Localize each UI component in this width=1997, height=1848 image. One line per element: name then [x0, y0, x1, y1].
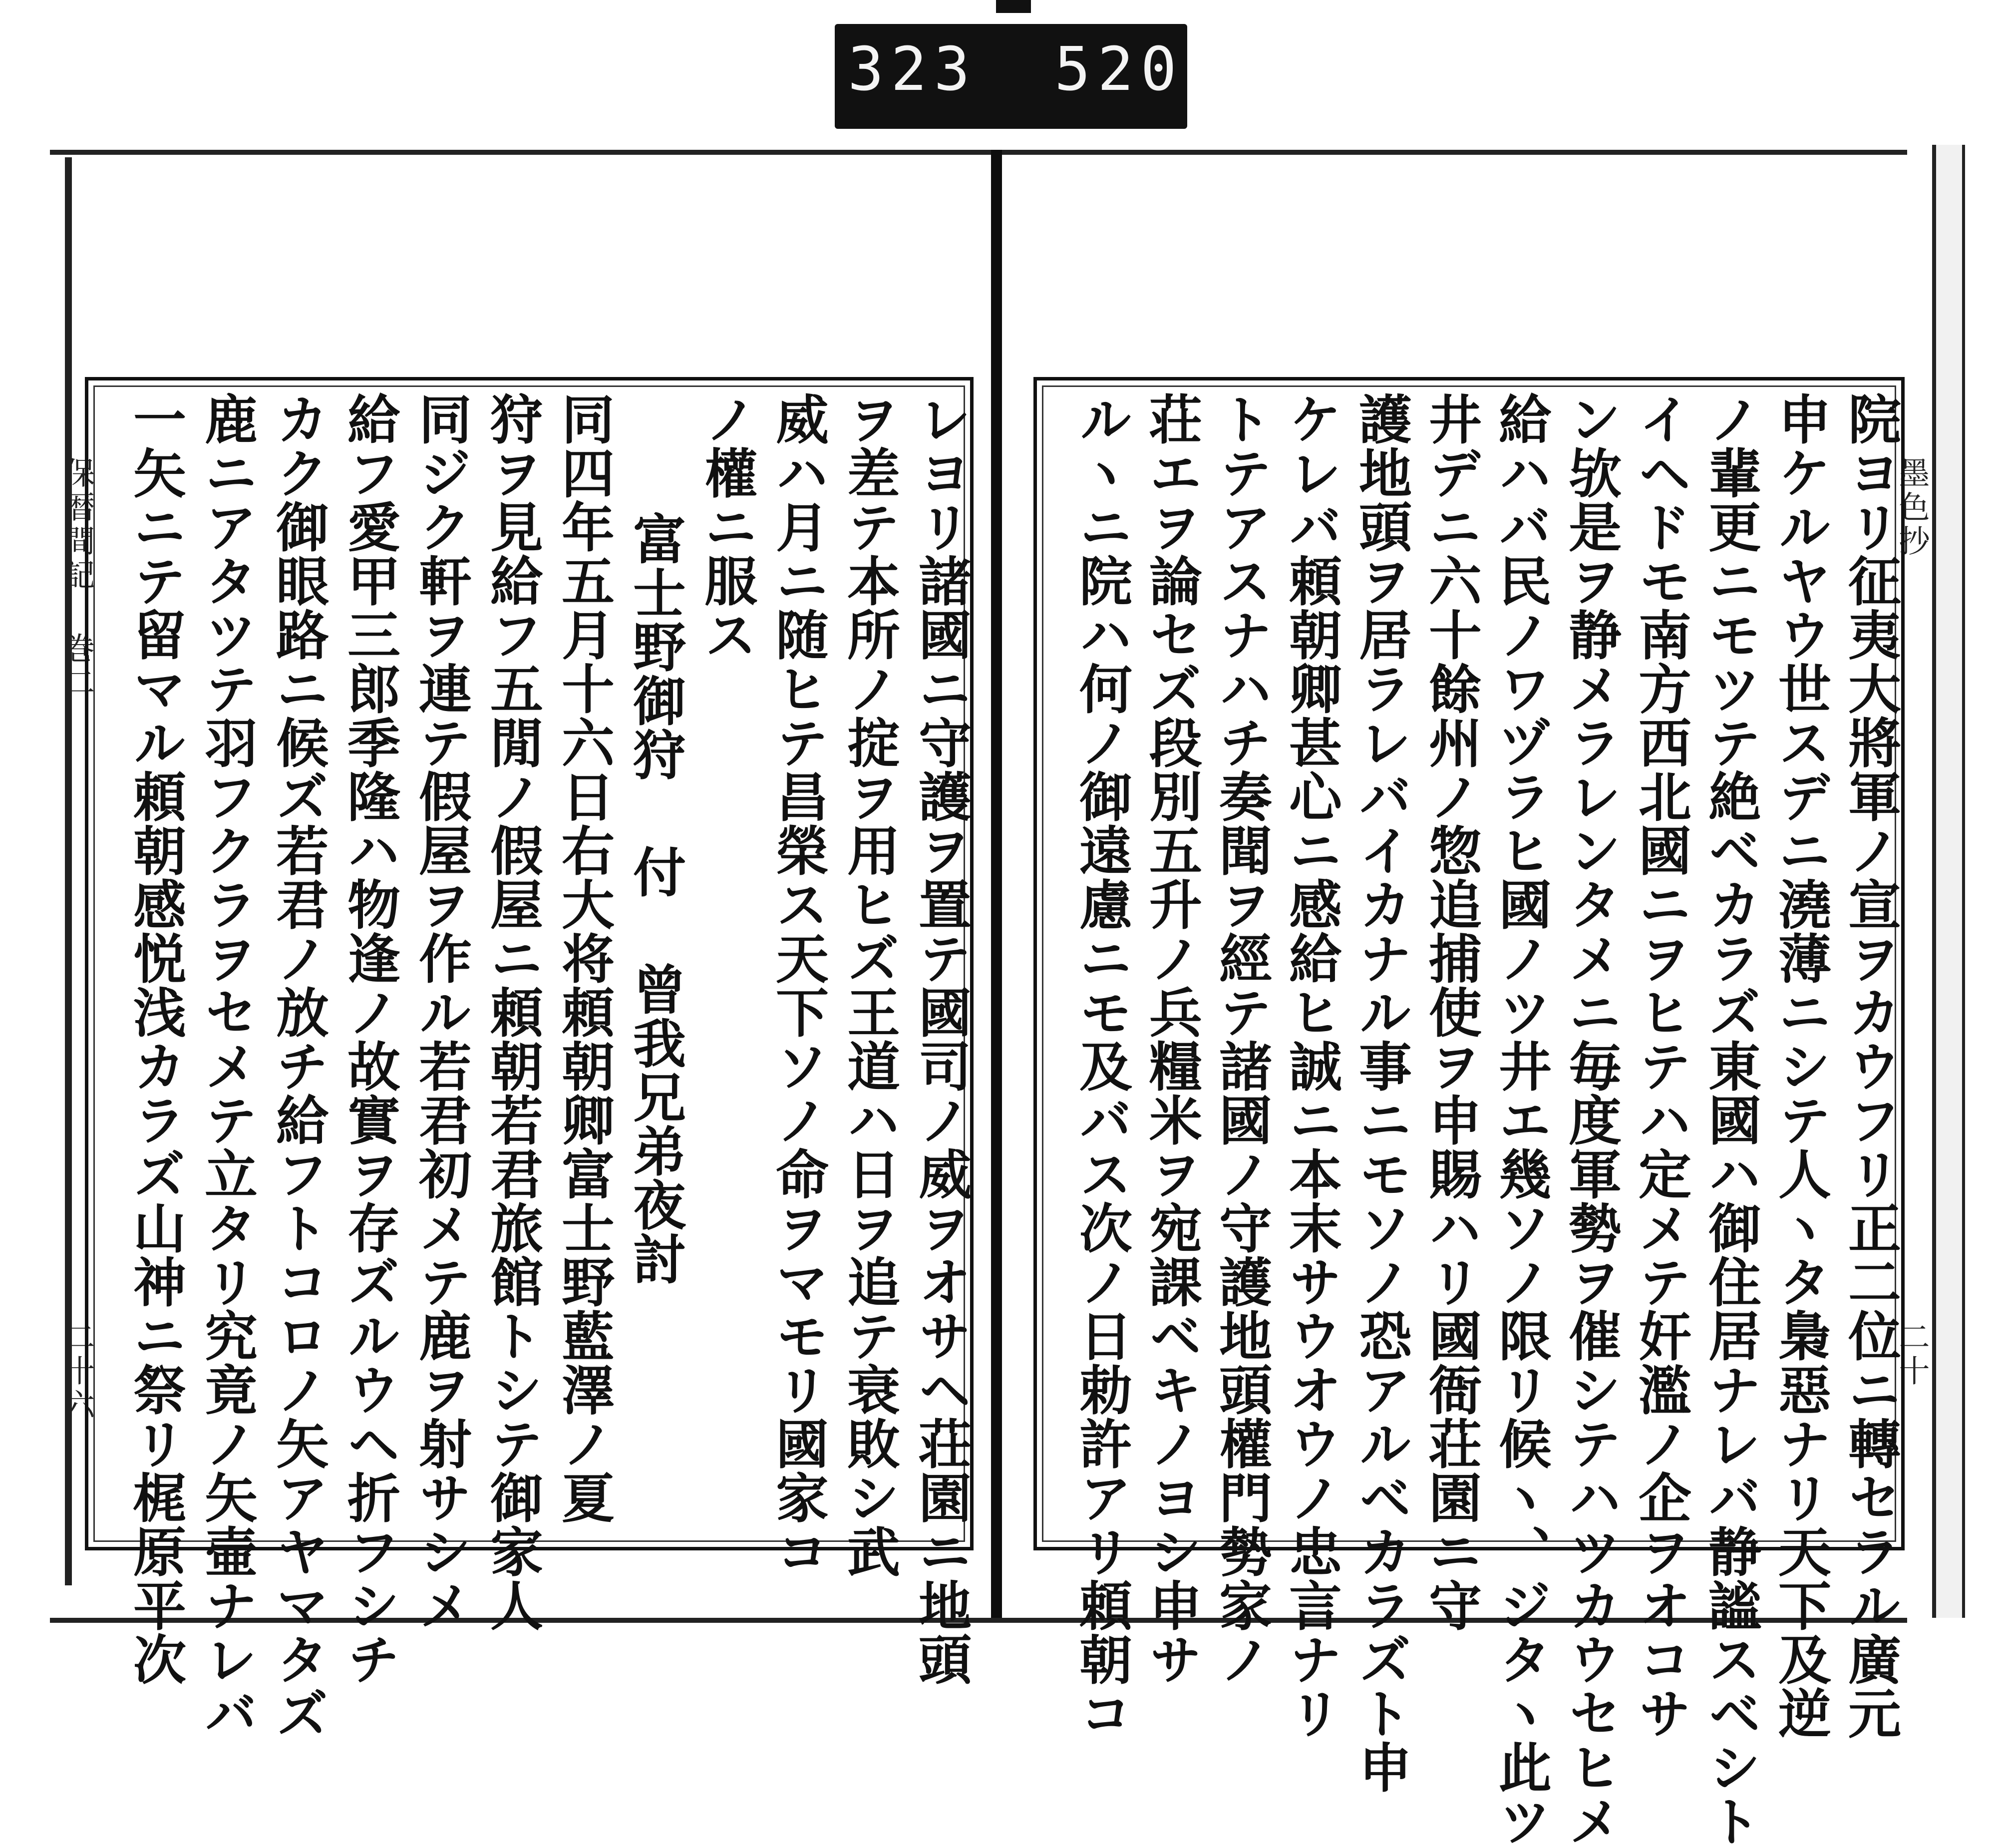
text-line: 同ジク軒ヲ連テ假屋ヲ作ル若君初メテ鹿ヲ射サシメ	[410, 392, 473, 1632]
text-line: 鹿ニアタツテ羽フクラヲセメテ立タリ究竟ノ矢壷ナレバ	[196, 392, 259, 1740]
text-line: 威ハ月ニ随ヒテ昌榮ス天下ソノ命ヲマモリ國家コ	[767, 392, 830, 1578]
text-line: カク御眼路ニ候ズ若君ノ放チ給フトコロノ矢アヤマタズ	[268, 392, 330, 1740]
text-line: 給フ愛甲三郎季隆ハ物逢ノ故實ヲ存ズルウヘ折フシチ	[339, 392, 401, 1686]
text-line: イヘドモ南方西北國ニヲヒテハ定メテ奸濫ノ企ヲオコサ	[1630, 392, 1692, 1740]
text-line: 荘エヲ論セズ段別五升ノ兵糧米ヲ宛課ベキノヨシ申サ	[1141, 392, 1203, 1686]
center-binding	[991, 150, 1002, 1618]
text-line: ン欤是ヲ静メラレンタメニ毎度軍勢ヲ催シテハツカウセヒメ	[1560, 392, 1623, 1848]
catalog-number-left: 323	[848, 35, 977, 104]
text-line: ヲ差テ本所ノ掟ヲ用ヒズ王道ハ日ヲ追テ衰敗シ武	[839, 392, 901, 1578]
text-line: ノ權ニ服ス	[696, 392, 758, 662]
text-line: ノ輩更ニモツテ絶ベカラズ東國ハ御住居ナレバ静謐スベシト	[1700, 392, 1762, 1848]
text-line: 一矢ニテ留マル頼朝感悦浅カラズ山神ニ祭リ梶原平次	[125, 392, 187, 1686]
text-line: 給ハバ民ノワヅラヒ國ノツ井エ幾ソノ限リ候ヽ、ジタヽ此ツ	[1490, 392, 1553, 1848]
text-line: 狩ヲ見給フ五閒ノ假屋ニ頼朝若君旅館トシテ御家人	[482, 392, 544, 1632]
text-line: 護地頭ヲ居ラレバイカナル事ニモソノ恐アルベカラズト申	[1350, 392, 1413, 1794]
page-stack-edge	[1932, 145, 1965, 1618]
text-line: トテアスナハチ奏聞ヲ經テ諸國ノ守護地頭權門勢家ノ	[1211, 392, 1273, 1686]
text-line: レヨリ諸國ニ守護ヲ置テ國司ノ威ヲオサヘ荘園ニ地頭	[910, 392, 973, 1686]
text-line: 井デニ六十餘州ノ惣追捕使ヲ申賜ハリ國衙荘園ニ守	[1420, 392, 1483, 1632]
catalog-number-label	[835, 24, 1187, 129]
text-line: 申ケルヤウ世スデニ澆薄ニシテ人ヽタ梟惡ナリ天下及逆	[1770, 392, 1832, 1740]
left-page-margin-title: 保暦間記 巻二	[59, 457, 95, 700]
top-edge-mark	[996, 0, 1031, 13]
right-page	[1006, 157, 1930, 1848]
text-line: 院ヨリ征夷大將軍ノ宣ヲカウフリ正二位ニ轉セラル廣元	[1840, 392, 1902, 1740]
text-line: ルヽニ院ハ何ノ御遠慮ニモ及バス次ノ日勅許アリ頼朝コ	[1071, 392, 1133, 1740]
right-page-margin-title: 墨色抄	[1894, 457, 1930, 559]
left-page	[59, 157, 984, 1740]
right-page-folio: 二十	[1894, 1321, 1930, 1389]
catalog-number-right: 520	[1054, 35, 1184, 104]
text-line: ケレバ頼朝卿甚心ニ感給ヒ誠ニ本末サウオウノ忠言ナリ	[1281, 392, 1343, 1740]
left-page-folio: 二十六	[59, 1321, 95, 1423]
section-heading: 富士野御狩 付 曾我兄弟夜討	[625, 512, 687, 1286]
text-line: 同四年五月十六日右大将頼朝卿富士野藍澤ノ夏	[553, 392, 616, 1524]
